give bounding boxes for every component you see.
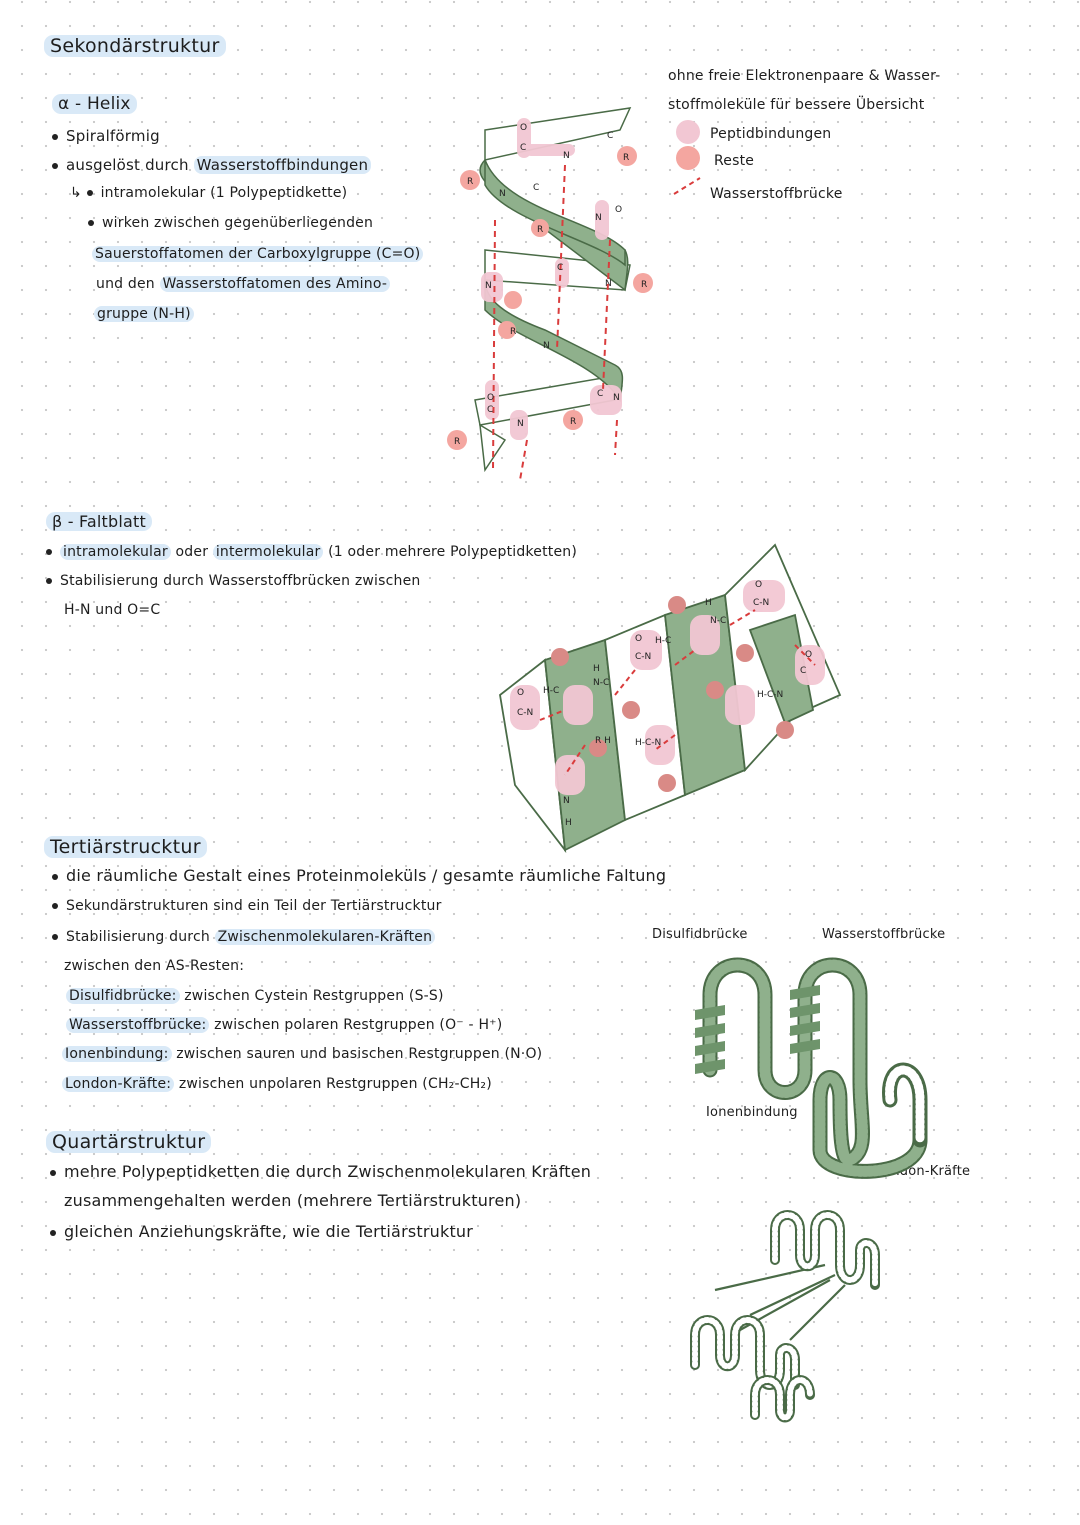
- legend-hbond-label: Wasserstoffbrücke: [710, 186, 843, 202]
- svg-text:O: O: [520, 123, 528, 133]
- tertiary-line-2: Sekundärstrukturen sind ein Teil der Tertiärstrucktur: [52, 896, 442, 916]
- svg-text:N: N: [499, 189, 506, 199]
- svg-text:O: O: [487, 393, 495, 403]
- svg-text:H: H: [593, 664, 600, 674]
- tertiary-title: Tertiärstrucktur: [44, 835, 207, 859]
- legend-note-2: stoffmoleküle für bessere Übersicht: [668, 97, 925, 113]
- alpha-line-1: Spiralförmig: [52, 126, 160, 146]
- beta-line-3: H-N und O=C: [64, 602, 161, 618]
- legend-rest-label: Reste: [714, 153, 755, 169]
- svg-text:C: C: [487, 405, 494, 415]
- bond-london: London-Kräfte: zwischen unpolaren Restgruppen (CH₂-CH₂): [62, 1074, 492, 1094]
- svg-text:C: C: [800, 666, 807, 676]
- svg-text:H-C: H-C: [543, 686, 560, 696]
- svg-text:R: R: [641, 280, 648, 290]
- svg-text:C: C: [607, 131, 614, 141]
- legend-hbond-swatch: [672, 176, 702, 196]
- svg-text:O: O: [755, 580, 763, 590]
- svg-text:N: N: [563, 151, 570, 161]
- svg-text:O: O: [635, 634, 643, 644]
- alpha-helix-diagram: [445, 100, 665, 480]
- svg-text:O: O: [805, 650, 813, 660]
- svg-text:C: C: [597, 389, 604, 399]
- svg-text:H: H: [705, 598, 712, 608]
- tertiary-line-3: Stabilisierung durch Zwischenmolekularen-Kräften: [52, 927, 435, 947]
- svg-text:N: N: [517, 419, 524, 429]
- svg-text:R: R: [537, 225, 544, 235]
- svg-text:N: N: [605, 279, 612, 289]
- alpha-line-5: Sauerstoffatomen der Carboxylgruppe (C=O): [92, 244, 423, 264]
- quaternary-structure-diagram: [685, 1205, 885, 1425]
- legend-peptide-swatch: [676, 120, 700, 144]
- svg-text:C: C: [533, 183, 540, 193]
- quaternary-line-1: mehre Polypeptidketten die durch Zwischenmolekularen Kräften: [50, 1162, 591, 1182]
- svg-text:N: N: [543, 341, 550, 351]
- label-disulfid: Disulfidbrücke: [652, 927, 748, 942]
- tertiary-line-1: die räumliche Gestalt eines Proteinmoleküls / gesamte räumliche Faltung: [52, 866, 666, 886]
- svg-text:C: C: [520, 143, 527, 153]
- svg-text:C-N: C-N: [635, 652, 652, 662]
- svg-text:O: O: [615, 205, 623, 215]
- bond-wasserstoff: Wasserstoffbrücke: zwischen polaren Restgruppen (O⁻ - H⁺): [66, 1015, 502, 1035]
- svg-text:R: R: [467, 177, 474, 187]
- svg-text:R H: R H: [595, 736, 611, 746]
- quaternary-line-3: gleichen Anziehungskräfte, wie die Tertiärstruktur: [50, 1222, 473, 1242]
- bond-ionen: Ionenbindung: zwischen sauren und basischen Restgruppen (N·O): [62, 1044, 542, 1064]
- beta-line-1: intramolekular oder intermolekular (1 oder mehrere Polypeptidketten): [46, 542, 577, 562]
- secondary-title: Sekondärstruktur: [44, 34, 226, 58]
- tertiary-structure-diagram: [690, 950, 930, 1175]
- svg-text:C: C: [557, 263, 564, 273]
- alpha-line-2: ausgelöst durch Wasserstoffbindungen: [52, 155, 371, 175]
- svg-text:H: H: [565, 818, 572, 828]
- svg-text:R: R: [510, 327, 517, 337]
- bond-disulfid: Disulfidbrücke: zwischen Cystein Restgruppen (S-S): [66, 986, 444, 1006]
- quaternary-line-2: zusammengehalten werden (mehrere Tertiärstrukturen): [64, 1191, 522, 1210]
- svg-text:H-C-N: H-C-N: [757, 690, 784, 700]
- beta-sheet-diagram: [495, 545, 850, 855]
- svg-text:R: R: [570, 417, 577, 427]
- alpha-line-7: gruppe (N-H): [94, 304, 194, 324]
- alpha-line-6: und den Wasserstoffatomen des Amino-: [96, 274, 390, 294]
- svg-text:O: O: [517, 688, 525, 698]
- alpha-line-3: ↳ intramolekular (1 Polypeptidkette): [70, 185, 348, 201]
- svg-text:N-C: N-C: [710, 616, 727, 626]
- beta-line-2: Stabilisierung durch Wasserstoffbrücken zwischen: [46, 571, 420, 591]
- svg-text:N: N: [595, 213, 602, 223]
- label-london: London-Kräfte: [876, 1164, 971, 1179]
- label-ionen: Ionenbindung: [706, 1105, 798, 1120]
- label-wasserstoff: Wasserstoffbrücke: [822, 927, 946, 942]
- svg-text:R: R: [623, 153, 630, 163]
- alpha-line-4: wirken zwischen gegenüberliegenden: [88, 213, 373, 233]
- svg-text:N: N: [563, 796, 570, 806]
- svg-text:C-N: C-N: [753, 598, 770, 608]
- svg-text:N: N: [613, 393, 620, 403]
- svg-text:C-N: C-N: [517, 708, 534, 718]
- legend-rest-swatch: [676, 146, 700, 170]
- svg-text:H-C-N: H-C-N: [635, 738, 662, 748]
- svg-text:N: N: [485, 281, 492, 291]
- svg-text:H-C: H-C: [655, 636, 672, 646]
- legend-note-1: ohne freie Elektronenpaare & Wasser-: [668, 68, 941, 84]
- beta-title: β - Faltblatt: [46, 512, 152, 532]
- svg-text:N-C: N-C: [593, 678, 610, 688]
- alpha-title: α - Helix: [52, 94, 137, 114]
- quaternary-title: Quartärstruktur: [46, 1130, 211, 1154]
- svg-text:R: R: [454, 437, 461, 447]
- legend-peptide-label: Peptidbindungen: [710, 126, 832, 142]
- tertiary-line-4: zwischen den AS-Resten:: [64, 958, 245, 974]
